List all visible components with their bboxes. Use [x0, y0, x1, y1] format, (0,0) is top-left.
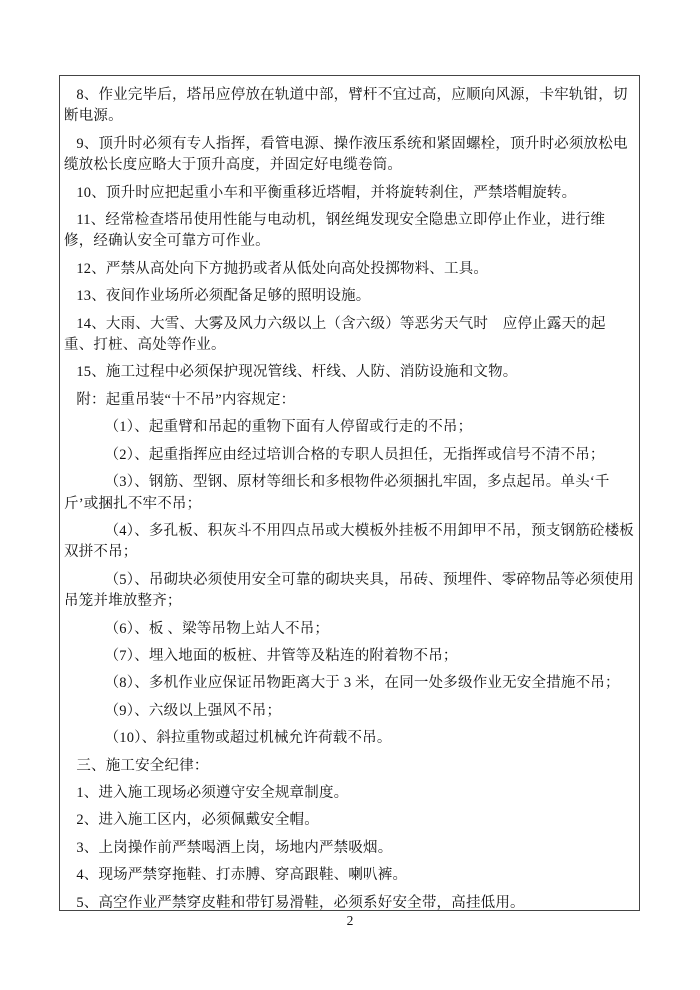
discipline-item-1: 1、进入施工现场必须遵守安全规章制度。: [76, 784, 349, 801]
paragraph-8: 8、作业完毕后，塔吊应停放在轨道中部，臂杆不宜过高，应顺向风源，卡牢轨钳，切断电源。: [64, 87, 628, 125]
list-item-2: （2）、起重指挥应由经过培训合格的专职人员担任，无指挥或信号不清不吊；: [104, 446, 605, 463]
page-number: 2: [346, 913, 354, 928]
section-title-discipline: 三、施工安全纪律：: [76, 757, 209, 774]
paragraph-12: 12、严禁从高处向下方抛扔或者从低处向高处投掷物料、工具。: [76, 260, 489, 277]
list-item-5: （5）、吊砌块必须使用安全可靠的砌块夹具，吊砖、预埋件、零碎物品等必须使用吊笼并堆放整齐；: [64, 571, 634, 610]
list-item-6: （6）、板 、梁等吊物上站人不吊；: [104, 620, 330, 637]
list-item-1: （1）、起重臂和吊起的重物下面有人停留或行走的不吊；: [104, 419, 473, 436]
list-item-3: （3）、钢筋、型钢、原材等细长和多根物件必须捆扎牢固，多点起吊。单头‘千斤’或捆扎不牢不吊；: [64, 474, 610, 512]
list-item-10: （10）、斜拉重物或超过机械允许荷载不吊。: [104, 730, 392, 747]
paragraph-11: 11、经常检查塔吊使用性能与电动机，钢丝绳发现安全隐患立即停止作业，进行维修，经确认安全可靠方可作业。: [64, 212, 606, 250]
list-item-4: （4）、多孔板、积灰斗不用四点吊或大模板外挂板不用卸甲不吊，预支钢筋砼楼板双拼不吊；: [64, 522, 634, 561]
discipline-item-5: 5、高空作业严禁穿皮鞋和带钉易滑鞋，必须系好安全带，高挂低用。: [76, 894, 525, 911]
list-item-8: （8）、多机作业应保证吊物距离大于 3 米，在同一处多级作业无安全措施不吊；: [104, 675, 620, 692]
paragraph-appendix-title: 附：起重吊装“十不吊”内容规定：: [76, 391, 296, 408]
document-border-frame: [59, 75, 640, 911]
paragraph-13: 13、夜间作业场所必须配备足够的照明设施。: [76, 288, 371, 305]
list-item-7: （7）、埋入地面的板桩、井管等及粘连的附着物不吊；: [104, 647, 458, 664]
discipline-item-3: 3、上岗操作前严禁喝酒上岗，场地内严禁吸烟。: [76, 839, 393, 856]
discipline-item-2: 2、进入施工区内，必须佩戴安全帽。: [76, 812, 319, 829]
paragraph-15: 15、施工过程中必须保护现况管线、杆线、人防、消防设施和文物。: [76, 364, 518, 381]
paragraph-14: 14、大雨、大雪、大雾及风力六级以上（含六级）等恶劣天气时 应停止露天的起重、打桩、高处等作业。: [64, 315, 606, 354]
discipline-item-4: 4、现场严禁穿拖鞋、打赤膊、穿高跟鞋、喇叭裤。: [76, 867, 408, 884]
paragraph-10: 10、顶升时应把起重小车和平衡重移近塔帽，并将旋转刹住，严禁塔帽旋转。: [76, 184, 577, 201]
list-item-9: （9）、六级以上强风不吊；: [104, 702, 282, 719]
paragraph-9: 9、顶升时必须有专人指挥，看管电源、操作液压系统和紧固螺栓，顶升时必须放松电缆放松长度应略大于顶升高度，并固定好电缆卷筒。: [64, 135, 628, 174]
